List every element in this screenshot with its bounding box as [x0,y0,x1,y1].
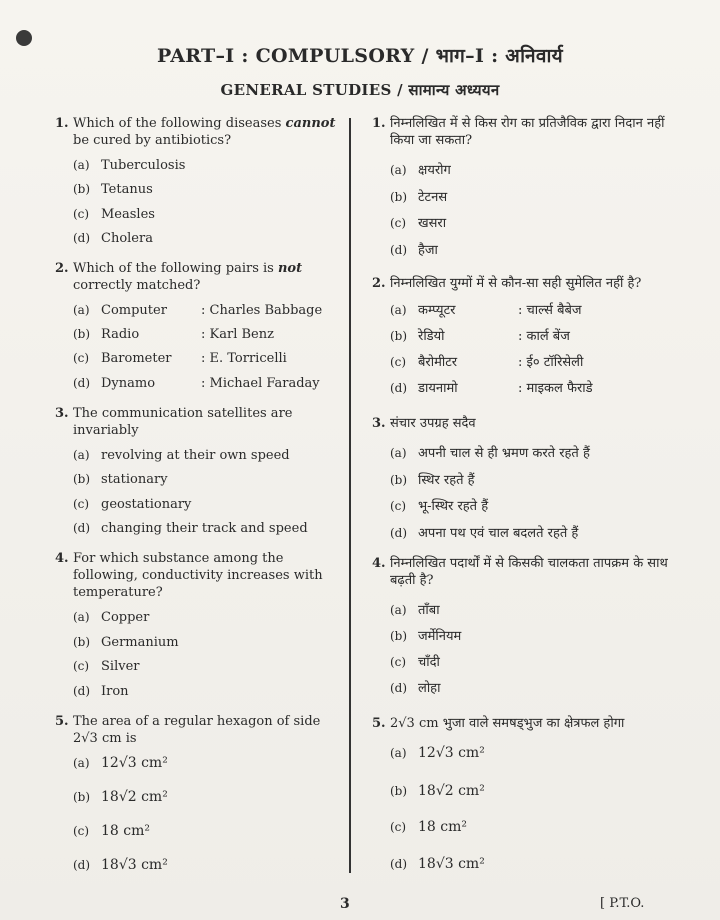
question-number: 1. [372,116,386,131]
option: (a) क्षयरोग [390,163,451,178]
option: (d) 18√3 cm² [73,857,168,873]
option: (c) Measles [73,207,155,222]
option: (b) stationary [73,472,168,487]
option: (b) Radio : Karl Benz [73,327,274,342]
question-5-en: 5. The area of a regular hexagon of side 2√3 cm is (a) 12√3 cm² (b) 18√2 cm² (c) 18 cm² (d) 18√3 cm² [55,714,321,873]
page-number: 3 [340,896,350,912]
option: (d) 18√3 cm² [390,856,485,872]
question-number: 5. [55,714,69,729]
section-title: GENERAL STUDIES / सामान्य अध्ययन [220,81,500,99]
pto-label: [ P.T.O. [600,896,645,911]
option: (b) स्थिर रहते हैं [390,473,475,488]
question-number: 2. [372,276,386,291]
option: (c) 18 cm² [390,819,467,835]
option: (c) चाँदी [390,655,440,670]
question-5-hi: 5. 2√3 cm भुजा वाले समषड्भुज का क्षेत्रफल होगा (a) 12√3 cm² (b) 18√2 cm² (c) 18 cm² (d) 18√3 cm² [372,716,625,872]
option: (d) changing their track and speed [73,521,308,536]
option: (c) खसरा [390,216,447,231]
question-number: 1. [55,116,69,131]
option: (d) डायनामो : माइकल फैराडे [390,381,593,396]
option: (d) Dynamo : Michael Faraday [73,376,320,391]
question-1-en: 1. Which of the following diseases cannot be cured by antibiotics? (a) Tuberculosis (b) Tetanus (c) Measles (d) Cholera [55,116,336,246]
option: (b) रेडियो : कार्ल बेंज [390,329,570,344]
option: (c) Silver [73,659,140,674]
option: (d) हैजा [390,243,438,258]
question-number: 5. [372,716,386,731]
option: (d) Iron [73,684,129,699]
question-3-en: 3. The communication satellites are invariably (a) revolving at their own speed (b) stationary (c) geostationary (d) changing their track and speed [55,406,308,536]
option: (a) ताँबा [390,603,440,618]
option: (b) Germanium [73,635,179,650]
question-4-hi: 4. निम्नलिखित पदार्थों में से किसकी चालकता तापक्रम के साथ बढ़ती है? (a) ताँबा (b) जर्मेनियम (c) चाँदी (d) लोहा [372,556,668,696]
question-3-hi: 3. संचार उपग्रह सदैव (a) अपनी चाल से ही भ्रमण करते रहते हैं (b) स्थिर रहते हैं (c) भू-स्थिर रहते हैं (d) अपना पथ एवं चाल बदलते रहते हैं [372,416,590,541]
question-4-en: 4. For which substance among the following, conductivity increases with temperature? (a) Copper (b) Germanium (c) Silver (d) Iron [55,551,323,699]
option: (a) 12√3 cm² [73,755,168,771]
option: (d) Cholera [73,231,153,246]
column-divider [349,118,351,873]
option: (a) Computer : Charles Babbage [73,303,323,318]
option: (a) Copper [73,610,150,625]
question-2-hi: 2. निम्नलिखित युग्मों में से कौन-सा सही सुमेलित नहीं है? (a) कम्प्यूटर : चार्ल्स बैबेज (b) रेडियो : कार्ल बेंज (c) बैरोमीटर : ई० टॉरिसेली (d) डायनामो : माइकल फैराडे [372,276,642,396]
question-number: 4. [55,551,69,566]
question-number: 4. [372,556,386,571]
option: (b) 18√2 cm² [73,789,168,805]
option: (b) जर्मेनियम [390,629,462,644]
option: (a) 12√3 cm² [390,745,485,761]
option: (a) कम्प्यूटर : चार्ल्स बैबेज [390,303,582,318]
option: (b) Tetanus [73,182,153,197]
option: (c) बैरोमीटर : ई० टॉरिसेली [390,355,584,370]
part-title: PART–I : COMPULSORY / भाग–I : अनिवार्य [157,45,563,67]
option: (d) अपना पथ एवं चाल बदलते रहते हैं [390,526,579,541]
option: (d) लोहा [390,681,441,696]
question-number: 3. [55,406,69,421]
option: (a) revolving at their own speed [73,448,290,463]
question-number: 2. [55,261,69,276]
option: (c) 18 cm² [73,823,150,839]
option: (c) geostationary [73,497,192,512]
option: (a) Tuberculosis [73,158,186,173]
option: (b) टेटनस [390,190,448,205]
question-number: 3. [372,416,386,431]
question-2-en: 2. Which of the following pairs is not correctly matched? (a) Computer : Charles Babbage (b) Radio : Karl Benz (c) Barometer : E. Torricelli (d) Dynamo : Michael Faraday [55,261,323,391]
option: (c) भू-स्थिर रहते हैं [390,499,489,514]
question-1-hi: 1. निम्नलिखित में से किस रोग का प्रतिजैविक द्वारा निदान नहीं किया जा सकता? (a) क्षयरोग (b) टेटनस (c) खसरा (d) हैजा [372,116,665,258]
option: (c) Barometer : E. Torricelli [73,351,287,366]
option: (a) अपनी चाल से ही भ्रमण करते रहते हैं [390,446,590,461]
option: (b) 18√2 cm² [390,783,485,799]
